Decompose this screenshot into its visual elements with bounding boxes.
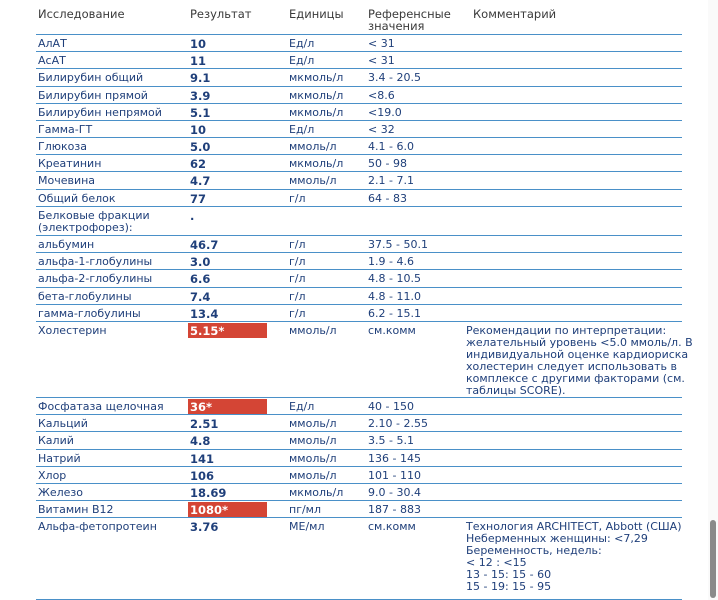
test-name: Мочевина xyxy=(38,174,96,187)
result-value: 4.7 xyxy=(190,174,211,188)
units-value: ммоль/л xyxy=(289,434,337,447)
reference-value: 4.8 - 11.0 xyxy=(368,290,421,303)
table-row xyxy=(0,322,718,398)
col-header-units: Единицы xyxy=(289,7,344,21)
result-value: . xyxy=(190,209,195,223)
units-value: мкмоль/л xyxy=(289,157,344,170)
result-value: 106 xyxy=(190,469,215,483)
table-row xyxy=(0,450,718,467)
table-row xyxy=(0,35,718,52)
table-row xyxy=(0,501,718,518)
test-name: Гамма-ГТ xyxy=(38,123,93,136)
units-value: МЕ/мл xyxy=(289,520,325,533)
result-value: 62 xyxy=(190,157,207,171)
reference-value: 9.0 - 30.4 xyxy=(368,486,421,499)
result-value: 2.51 xyxy=(190,417,219,431)
test-name: Калий xyxy=(38,434,74,447)
units-value: Ед/л xyxy=(289,400,315,413)
units-value: мкмоль/л xyxy=(289,89,344,102)
reference-value: 187 - 883 xyxy=(368,503,421,516)
result-value: 4.8 xyxy=(190,434,211,448)
table-row xyxy=(0,121,718,138)
units-value: г/л xyxy=(289,192,306,205)
units-value: г/л xyxy=(289,255,306,268)
test-name: Билирубин непрямой xyxy=(38,106,162,119)
table-row xyxy=(0,305,718,322)
test-name: Креатинин xyxy=(38,157,102,170)
test-name: альфа-2-глобулины xyxy=(38,272,153,285)
test-name: гамма-глобулины xyxy=(38,307,141,320)
table-row xyxy=(0,398,718,415)
result-value: 5.0 xyxy=(190,140,211,154)
reference-value: 64 - 83 xyxy=(368,192,407,205)
table-row xyxy=(0,518,718,600)
reference-value: 6.2 - 15.1 xyxy=(368,307,421,320)
table-row xyxy=(0,138,718,155)
test-name: Глюкоза xyxy=(38,140,87,153)
table-row xyxy=(0,288,718,305)
units-value: мкмоль/л xyxy=(289,106,344,119)
test-name: Белковые фракции (электрофорез): xyxy=(38,209,150,234)
test-name: АсАТ xyxy=(38,54,66,67)
result-value: 3.9 xyxy=(190,89,211,103)
units-value: пг/мл xyxy=(289,503,322,516)
test-name: Кальций xyxy=(38,417,88,430)
result-value: 3.0 xyxy=(190,255,211,269)
reference-value: 2.10 - 2.55 xyxy=(368,417,428,430)
result-value: 77 xyxy=(190,192,207,206)
result-value: 9.1 xyxy=(190,71,211,85)
result-value: 36* xyxy=(190,400,213,414)
reference-value: 40 - 150 xyxy=(368,400,414,413)
reference-value: 4.1 - 6.0 xyxy=(368,140,414,153)
units-value: г/л xyxy=(289,238,306,251)
units-value: ммоль/л xyxy=(289,417,337,430)
test-name: Натрий xyxy=(38,452,81,465)
units-value: Ед/л xyxy=(289,54,315,67)
reference-value: 37.5 - 50.1 xyxy=(368,238,428,251)
result-value: 7.4 xyxy=(190,290,211,304)
reference-value: 3.5 - 5.1 xyxy=(368,434,414,447)
result-value: 11 xyxy=(190,54,207,68)
result-value: 5.15* xyxy=(190,324,225,338)
result-value: 13.4 xyxy=(190,307,219,321)
reference-value: 136 - 145 xyxy=(368,452,421,465)
table-row xyxy=(0,467,718,484)
units-value: г/л xyxy=(289,272,306,285)
units-value: ммоль/л xyxy=(289,469,337,482)
reference-value: 101 - 110 xyxy=(368,469,421,482)
test-name: Железо xyxy=(38,486,83,499)
result-value: 18.69 xyxy=(190,486,227,500)
test-name: Билирубин общий xyxy=(38,71,144,84)
result-value: 46.7 xyxy=(190,238,219,252)
comment-text: Технология ARCHITECT, Abbott (США) Неберменных женщины: <7,29 Беременность, недель: < 12 : <15 13 - 15: 15 - 60 15 - 19: 15 - 95 xyxy=(466,520,682,593)
reference-value: 3.4 - 20.5 xyxy=(368,71,421,84)
comment-text: Рекомендации по интерпретации: желательный уровень <5.0 ммоль/л. В индивидуальной оценке кардиориска холестерин следует использовать в комплексе с другими факторами (см. таблицы SCORE). xyxy=(466,324,693,397)
reference-value: < 31 xyxy=(368,37,395,50)
scrollbar-track[interactable] xyxy=(708,0,718,600)
reference-value: см.комм xyxy=(368,520,416,533)
result-value: 1080* xyxy=(190,503,229,517)
reference-value: 50 - 98 xyxy=(368,157,407,170)
table-row xyxy=(0,432,718,450)
table-row xyxy=(0,207,718,236)
units-value: мкмоль/л xyxy=(289,486,344,499)
units-value: ммоль/л xyxy=(289,174,337,187)
reference-value: <8.6 xyxy=(368,89,395,102)
table-row xyxy=(0,104,718,121)
reference-value: 4.8 - 10.5 xyxy=(368,272,421,285)
test-name: бета-глобулины xyxy=(38,290,132,303)
test-name: альфа-1-глобулины xyxy=(38,255,153,268)
table-row xyxy=(0,172,718,190)
units-value: ммоль/л xyxy=(289,452,337,465)
col-header-reference: Референсные значения xyxy=(368,7,451,33)
table-row xyxy=(0,270,718,288)
reference-value: < 31 xyxy=(368,54,395,67)
units-value: г/л xyxy=(289,290,306,303)
abnormal-result-flag xyxy=(188,323,267,338)
result-value: 6.6 xyxy=(190,272,211,286)
test-name: Витамин B12 xyxy=(38,503,114,516)
result-value: 10 xyxy=(190,123,207,137)
result-value: 3.76 xyxy=(190,520,219,534)
table-row xyxy=(0,253,718,270)
units-value: Ед/л xyxy=(289,123,315,136)
units-value: ммоль/л xyxy=(289,324,337,337)
abnormal-result-flag xyxy=(188,502,267,517)
result-value: 5.1 xyxy=(190,106,211,120)
table-row xyxy=(0,190,718,207)
table-row xyxy=(0,52,718,69)
abnormal-result-flag xyxy=(188,399,267,414)
units-value: г/л xyxy=(289,307,306,320)
scrollbar-thumb[interactable] xyxy=(710,520,716,598)
units-value: Ед/л xyxy=(289,37,315,50)
col-header-result: Результат xyxy=(190,7,252,21)
reference-value: <19.0 xyxy=(368,106,402,119)
col-header-name: Исследование xyxy=(38,7,125,21)
test-name: Альфа-фетопротеин xyxy=(38,520,157,533)
table-row xyxy=(0,484,718,501)
reference-value: 2.1 - 7.1 xyxy=(368,174,414,187)
reference-value: < 32 xyxy=(368,123,395,136)
test-name: АлАТ xyxy=(38,37,67,50)
result-value: 141 xyxy=(190,452,215,466)
test-name: Холестерин xyxy=(38,324,107,337)
test-name: Общий белок xyxy=(38,192,116,205)
reference-value: см.комм xyxy=(368,324,416,337)
units-value: мкмоль/л xyxy=(289,71,344,84)
reference-value: 1.9 - 4.6 xyxy=(368,255,414,268)
units-value: ммоль/л xyxy=(289,140,337,153)
table-row xyxy=(0,69,718,87)
result-value: 10 xyxy=(190,37,207,51)
col-header-comment: Комментарий xyxy=(473,7,557,21)
test-name: Хлор xyxy=(38,469,67,482)
table-row xyxy=(0,236,718,253)
table-row xyxy=(0,87,718,104)
test-name: Билирубин прямой xyxy=(38,89,148,102)
test-name: альбумин xyxy=(38,238,95,251)
test-name: Фосфатаза щелочная xyxy=(38,400,164,413)
table-row xyxy=(0,415,718,432)
table-row xyxy=(0,155,718,172)
